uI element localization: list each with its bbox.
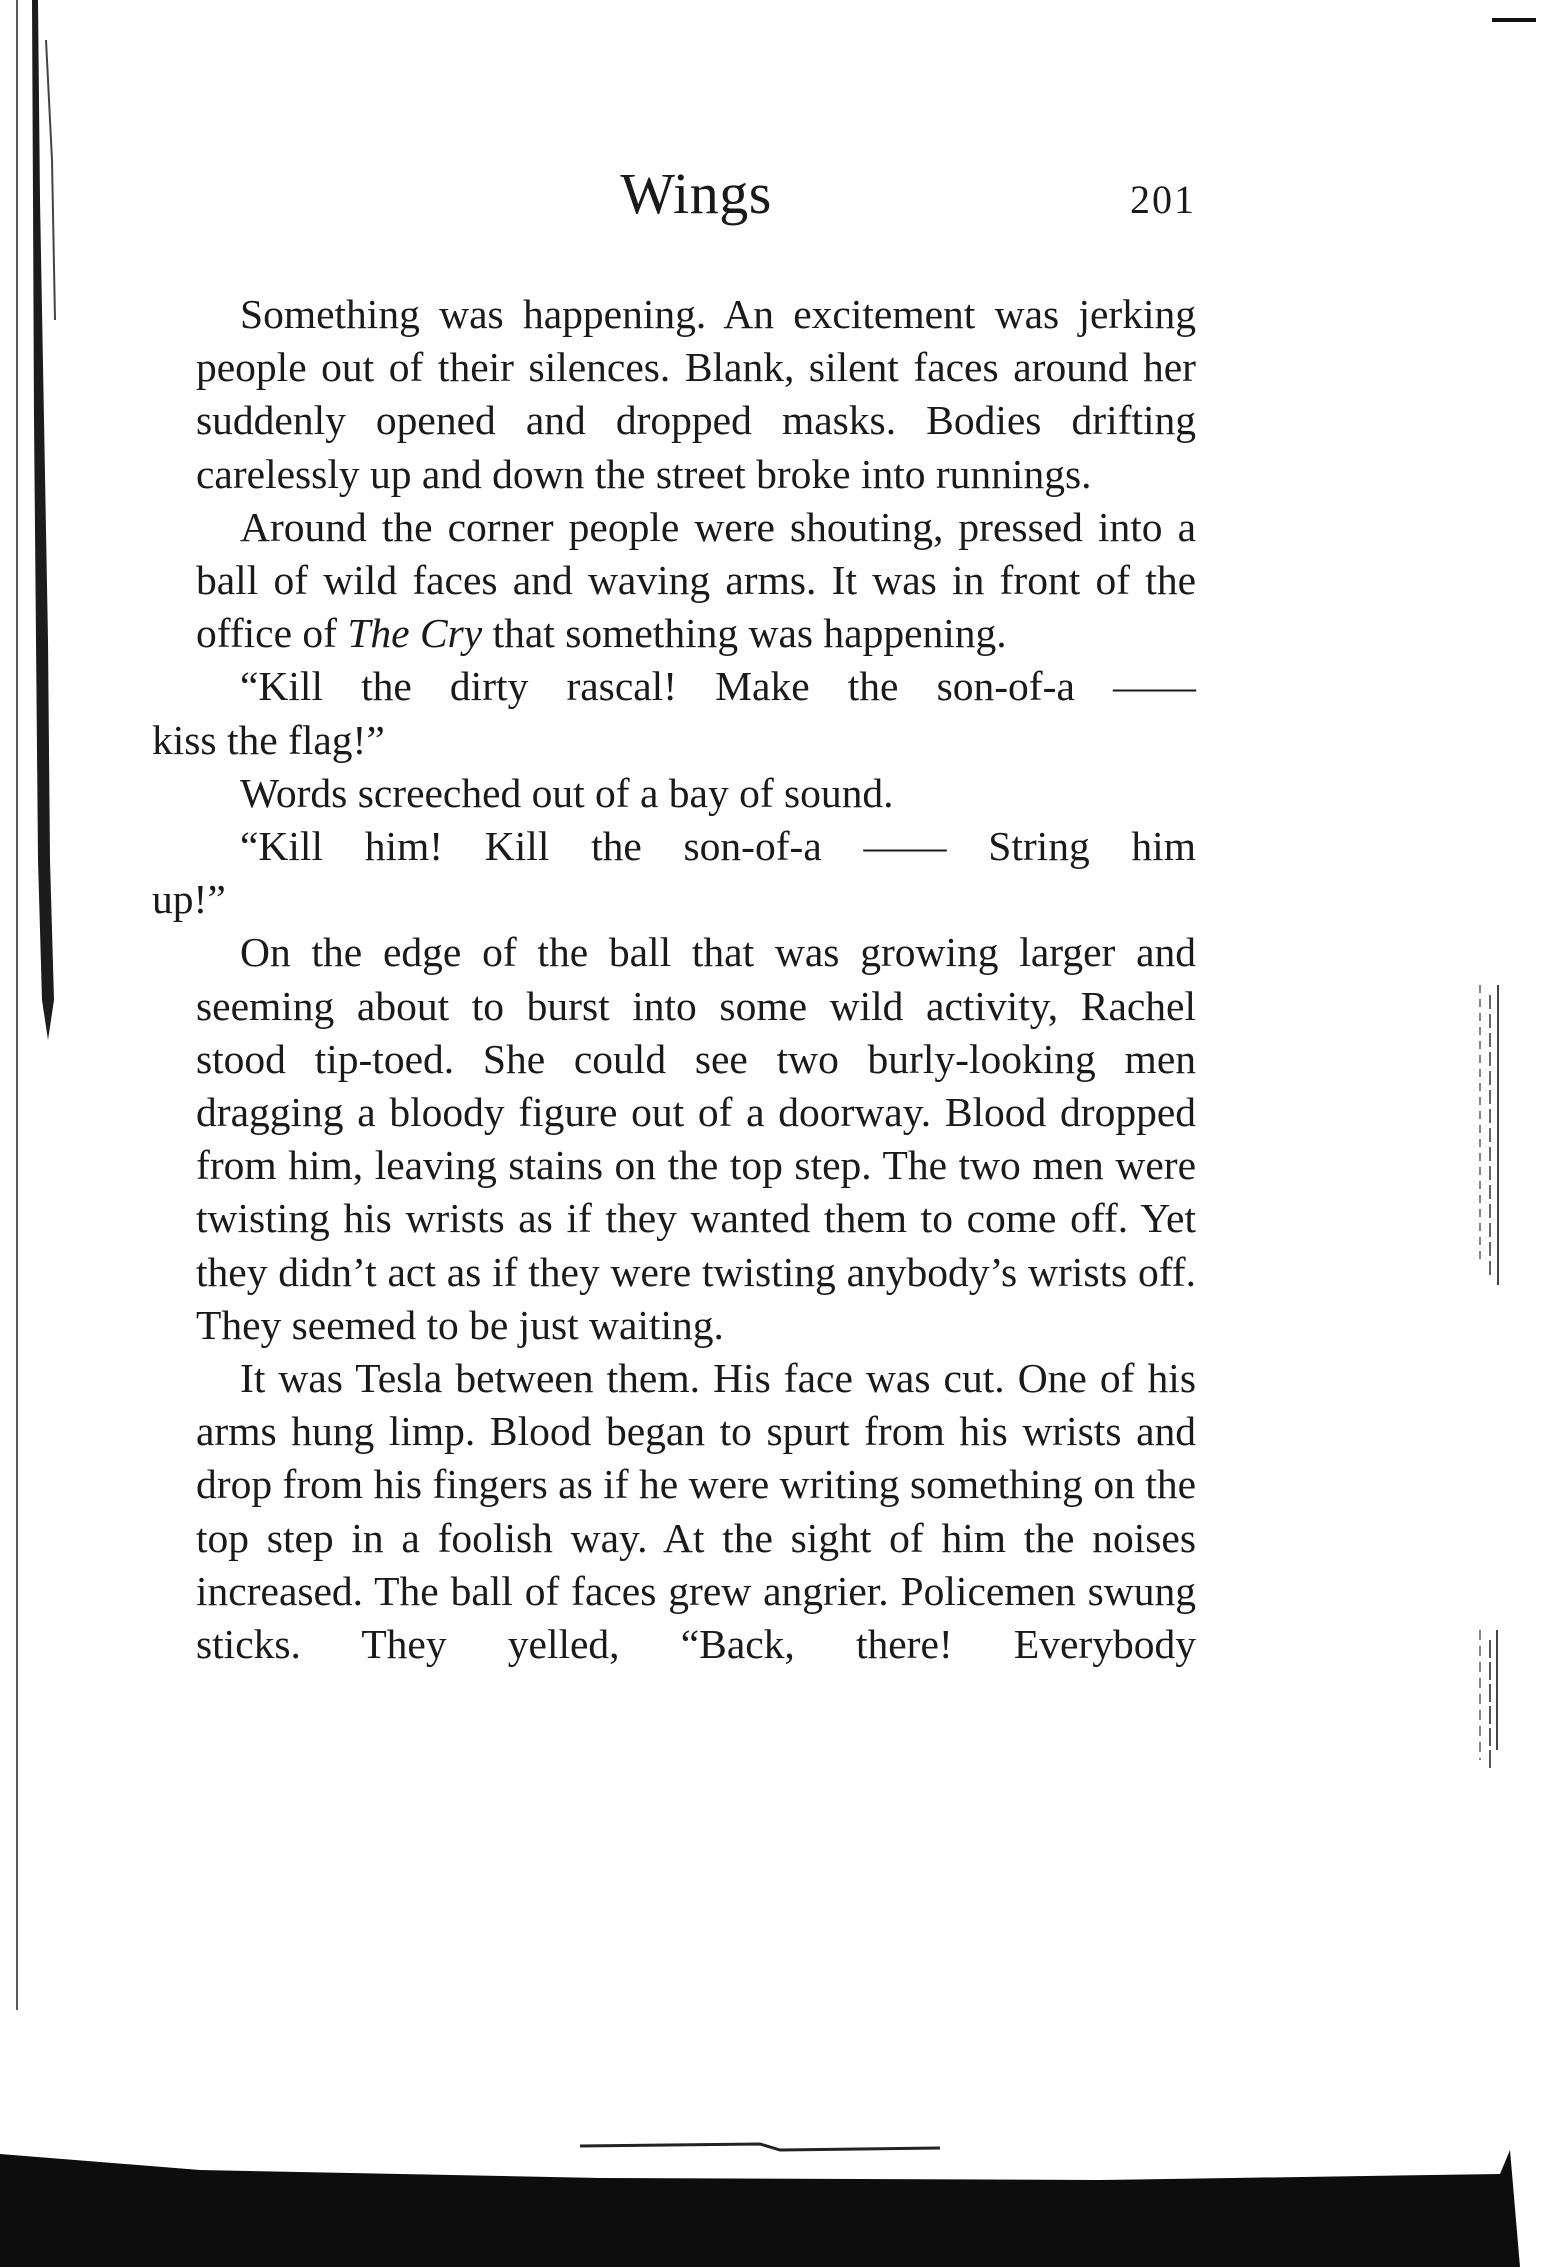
paragraph-2 bbox=[196, 501, 1196, 661]
binding-edge-shadow bbox=[28, 0, 58, 1040]
paragraph-6: On the edge of the ball that was growing larger and seeming about to burst into some wild activity, Rachel stood tip-toed. She could see two burly-looking men dragging a bloody figure out of a doorway. Blood dropped from him, leaving stains on the top step. The two men were twisting his wrists as if they wanted them to come off. Yet they didn’t act as if they were twisting anybody’s wrists off. They seemed to be just waiting. bbox=[196, 929, 1196, 1348]
scan-marks-right-upper bbox=[1470, 985, 1510, 1285]
scan-marks-right-lower bbox=[1470, 1630, 1510, 1770]
paragraph-1: Something was happening. An excitement was jerking people out of their silences. Blank, silent faces around her suddenly opened and dropped masks. Bodies drifting carelessly up and down the street broke into runnings. bbox=[196, 291, 1196, 497]
scan-mark-dash bbox=[1492, 18, 1536, 22]
dialogue-line-end: up!” bbox=[152, 876, 226, 923]
dialogue-line: “Kill him! Kill the son-of-a —— String him bbox=[240, 823, 1196, 870]
page-number: 201 bbox=[1130, 177, 1196, 222]
binding-shadow-line bbox=[16, 0, 18, 2010]
paragraph-3 bbox=[152, 660, 1196, 766]
paragraph-2-text-end: that something was happening. bbox=[482, 610, 1007, 657]
page-body bbox=[152, 288, 1196, 1671]
running-header bbox=[196, 160, 1196, 240]
dialogue-line: “Kill the dirty rascal! Make the son-of-a —— bbox=[240, 663, 1196, 710]
paragraph-5 bbox=[152, 820, 1196, 926]
paragraph-7: It was Tesla between them. His face was cut. One of his arms hung limp. Blood began to spurt from his wrists and drop from his fingers as if he were writing something on the top step in a foolish way. At the sight of him the noises increased. The ball of faces grew angrier. Policemen swung sticks. They yelled, “Back, there! Everybody bbox=[196, 1355, 1196, 1668]
paragraph-4: Words screeched out of a bay of sound. bbox=[240, 769, 894, 816]
dialogue-line-end: kiss the flag!” bbox=[152, 716, 385, 763]
newspaper-title: The Cry bbox=[347, 610, 483, 657]
paragraph-2-text: Around the corner people were shouting, pressed into a ball of wild faces and waving arms. It was in front of the office of bbox=[196, 503, 1196, 657]
running-title: Wings bbox=[620, 161, 772, 226]
page-bottom-edge-shadow bbox=[0, 2130, 1542, 2267]
